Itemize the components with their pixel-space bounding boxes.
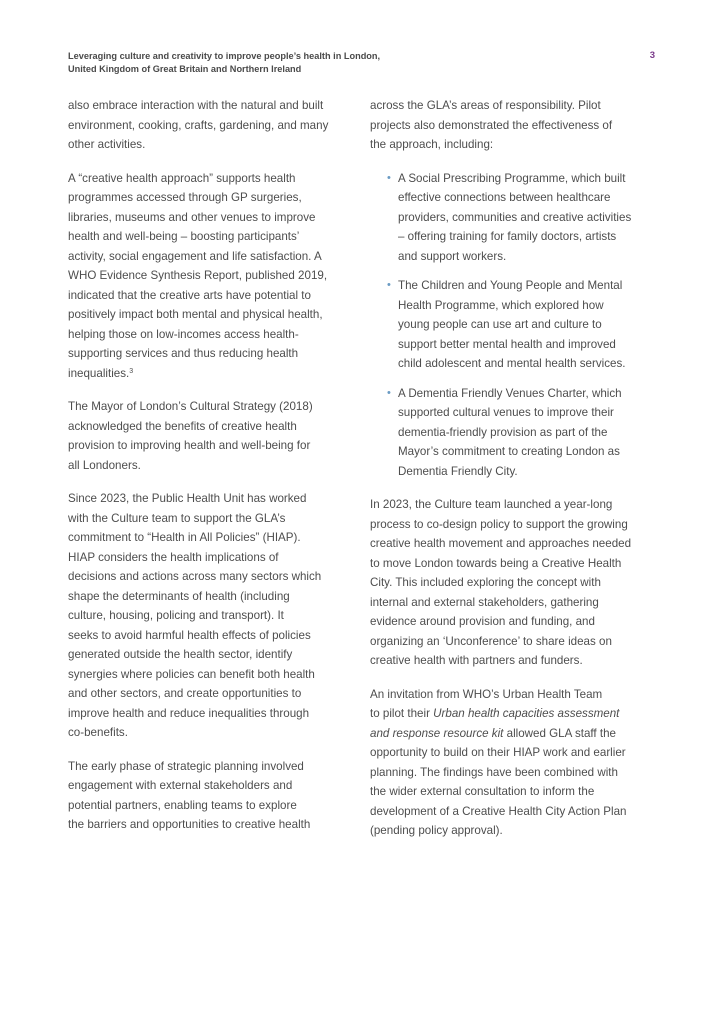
text-line: development of a Creative Health City Action Plan (370, 804, 627, 818)
text-line: WHO Evidence Synthesis Report, published 2019, (68, 269, 328, 282)
paragraph (68, 489, 360, 743)
text-line: The early phase of strategic planning involved (68, 759, 304, 773)
text-line: child adolescent and mental health services. (398, 357, 626, 370)
text-line: creative health movement and approaches needed (370, 537, 632, 550)
paragraph (370, 96, 660, 155)
text-line: (pending policy approval). (370, 824, 503, 837)
text-line: decisions and actions across many sectors which (68, 570, 322, 583)
text-line: projects also demonstrated the effectiveness of (370, 118, 613, 132)
text-line: improve health and reduce inequalities through (68, 706, 310, 720)
text-line: and support workers. (398, 249, 507, 263)
text-fragment: inequalities. (68, 366, 130, 380)
text-line: and other sectors, and create opportunities to (68, 687, 302, 700)
document-title (68, 50, 538, 75)
text-line: A Dementia Friendly Venues Charter, which (398, 386, 622, 400)
text-line: seeks to avoid harmful health effects of policies (68, 628, 311, 642)
right-column (370, 96, 660, 855)
text-line: A Social Prescribing Programme, which built (398, 171, 626, 185)
document-title-line: Leveraging culture and creativity to improve people’s health in London, (68, 51, 381, 61)
bullet-icon: • (387, 279, 391, 291)
text-line: effective connections between healthcare (398, 191, 611, 204)
text-line: synergies where policies can benefit both health (68, 667, 315, 681)
paragraph (370, 685, 660, 841)
text-line: Health Programme, which explored how (398, 298, 604, 312)
text-line: evidence around provision and funding, and (370, 615, 595, 628)
text-line: across the GLA’s areas of responsibility. Pilot (370, 99, 601, 112)
text-line: Since 2023, the Public Health Unit has worked (68, 492, 307, 505)
text-line: libraries, museums and other venues to improve (68, 210, 316, 224)
paragraph (68, 397, 360, 475)
paragraph (68, 169, 360, 384)
text-line: The Mayor of London’s Cultural Strategy (2018) (68, 400, 313, 413)
text-line: providers, communities and creative activities (398, 210, 632, 224)
text-line: opportunity to build on their HIAP work and earlier (370, 746, 626, 759)
text-line: co-benefits. (68, 726, 128, 739)
text-line: creative health with partners and funders. (370, 654, 583, 667)
text-line: planning. The findings have been combined with (370, 765, 618, 779)
text-line: the approach, including: (370, 138, 494, 151)
text-line: environment, cooking, crafts, gardening, and many (68, 118, 329, 132)
text-line: supporting services and thus reducing health (68, 347, 299, 360)
bullet-icon: • (387, 386, 391, 399)
text-line: supported cultural venues to improve their (398, 406, 614, 419)
text-line: engagement with external stakeholders and (68, 779, 293, 792)
bullet-icon: • (387, 171, 391, 184)
text-fragment: allowed GLA staff the (503, 726, 616, 740)
paragraph (68, 757, 360, 835)
text-line: – offering training for family doctors, artists (398, 230, 617, 243)
text-line: all Londoners. (68, 458, 141, 472)
text-line: process to co-design policy to support the growing (370, 517, 628, 531)
text-line: positively impact both mental and physical health, (68, 308, 323, 321)
list-item (370, 169, 660, 267)
text-line: A “creative health approach” supports health (68, 171, 296, 185)
left-column (68, 96, 360, 849)
text-line: young people can use art and culture to (398, 318, 602, 331)
resource-kit-title: and response resource kit (370, 726, 504, 740)
text-line: health and well-being – boosting participants’ (68, 230, 300, 243)
text-line: the barriers and opportunities to creative health (68, 818, 311, 831)
text-line: The Children and Young People and Mental (398, 279, 623, 292)
paragraph (370, 495, 660, 671)
text-line: other activities. (68, 138, 146, 151)
document-title-line: United Kingdom of Great Britain and Northern Ireland (68, 63, 302, 74)
text-line: support better mental health and improved (398, 337, 616, 351)
text-line (370, 724, 660, 744)
text-line: In 2023, the Culture team launched a year-long (370, 498, 613, 511)
list-item (370, 276, 660, 374)
text-line: internal and external stakeholders, gathering (370, 595, 599, 609)
text-line: Mayor’s commitment to creating London as (398, 445, 620, 458)
text-fragment: to pilot their (370, 707, 434, 720)
text-line: organizing an ‘Unconference’ to share ideas on (370, 634, 612, 648)
text-line: acknowledged the benefits of creative health (68, 419, 297, 433)
paragraph (68, 96, 360, 155)
text-line: generated outside the health sector, identify (68, 648, 293, 661)
text-line: with the Culture team to support the GLA’s (68, 511, 286, 525)
resource-kit-title: Urban health capacities assessment (433, 707, 620, 720)
page-number: 3 (649, 50, 655, 61)
footnote-reference[interactable]: 3 (129, 367, 134, 375)
text-line: helping those on low-incomes access health- (68, 327, 299, 341)
text-line: indicated that the creative arts have potential to (68, 288, 311, 302)
text-line: City. This included exploring the concept with (370, 576, 601, 589)
text-line (68, 364, 360, 384)
text-line: to move London towards being a Creative Health (370, 556, 622, 570)
text-line: activity, social engagement and life satisfaction. A (68, 249, 322, 263)
text-line: shape the determinants of health (including (68, 589, 290, 603)
text-line: programmes accessed through GP surgeries, (68, 191, 302, 204)
pilot-projects-list (370, 169, 660, 482)
text-line: commitment to “Health in All Policies” (HIAP). (68, 531, 301, 544)
text-line (370, 704, 660, 724)
text-line: also embrace interaction with the natural and built (68, 99, 324, 112)
text-line: culture, housing, policing and transport). It (68, 609, 284, 622)
text-line: An invitation from WHO’s Urban Health Team (370, 687, 603, 701)
text-line: dementia-friendly provision as part of the (398, 425, 608, 439)
text-line: Dementia Friendly City. (398, 464, 518, 478)
list-item (370, 384, 660, 482)
text-line: the wider external consultation to inform the (370, 785, 595, 798)
page-header (68, 50, 658, 80)
text-line: provision to improving health and well-being for (68, 439, 311, 452)
text-line: HIAP considers the health implications of (68, 550, 279, 564)
text-line: potential partners, enabling teams to explore (68, 798, 297, 812)
